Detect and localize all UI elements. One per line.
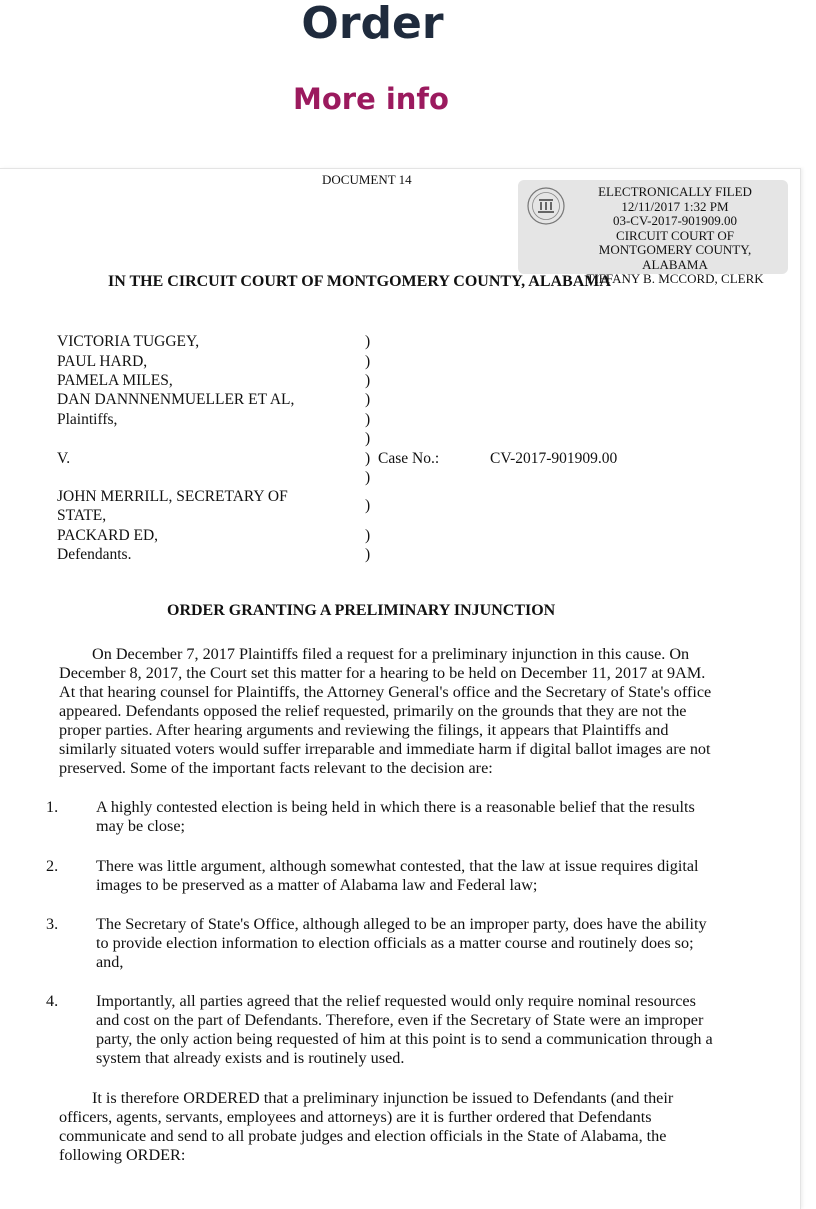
document-number: DOCUMENT 14 (322, 172, 412, 187)
order-title: ORDER GRANTING A PRELIMINARY INJUNCTION (167, 602, 556, 619)
stamp-line: MONTGOMERY COUNTY, ALABAMA (598, 242, 752, 272)
versus: V. (57, 450, 71, 467)
filing-stamp (518, 180, 788, 286)
list-item-number: 2. (46, 857, 59, 875)
case-label: Case No.: (378, 450, 440, 467)
caption-paren: ) (365, 527, 371, 544)
stamp-line: TIFFANY B. MCCORD, CLERK (586, 271, 764, 286)
court-heading: IN THE CIRCUIT COURT OF MONTGOMERY COUNTY, ALABAMA (108, 273, 611, 290)
case-number: CV-2017-901909.00 (490, 450, 618, 467)
list-item: The Secretary of State's Office, although alleged to be an improper party, does have the ability to provide election information to election officials as a matter course and routinely does so; and, (96, 915, 707, 971)
list-item-number: 1. (46, 798, 59, 816)
plaintiffs-label: Plaintiffs, (57, 411, 118, 428)
caption-paren: ) (365, 450, 371, 467)
closing-paragraph: It is therefore ORDERED that a preliminary injunction be issued to Defendants (and their officers, agents, servants, employees and attorneys) are it is further ordered that Defendants communicate and send to all probate judges and election officials in the State of Alabama, the following ORDER: (59, 1089, 674, 1164)
list-item: A highly contested election is being held in which there is a reasonable belief that the results may be close; (96, 798, 695, 835)
caption-paren: ) (365, 333, 371, 350)
plaintiff-name: DAN DANNNENMUELLER ET AL, (57, 391, 295, 408)
intro-paragraph: On December 7, 2017 Plaintiffs filed a request for a preliminary injunction in this cause. On December 8, 2017, the Court set this matter for a hearing to be held on December 11, 2017 at 9AM. At that hearing counsel for Plaintiffs, the Attorney General's office and the Secretary of State's office appeared. Defendants opposed the relief requested, primarily on the grounds that they are not the proper parties. After hearing arguments and reviewing the filings, it appears that Plaintiffs and similarly situated voters would suffer irreparable and immediate harm if digital ballot images are not preserved. Some of the important facts relevant to the decision are: (59, 645, 712, 777)
caption-paren: ) (365, 469, 371, 486)
defendants-label: Defendants. (57, 546, 132, 563)
defendant-name: PACKARD ED, (57, 527, 159, 544)
list-item: There was little argument, although somewhat contested, that the law at issue requires digital images to be preserved as a matter of Alabama law and Federal law; (96, 857, 699, 894)
stamp-line: 03-CV-2017-901909.00 (612, 213, 738, 228)
plaintiff-name: PAUL HARD, (57, 353, 148, 370)
caption-paren: ) (365, 546, 371, 563)
plaintiff-name: PAMELA MILES, (57, 372, 173, 389)
caption-paren: ) (365, 411, 371, 428)
defendant-name: JOHN MERRILL, SECRETARY OF (57, 488, 288, 505)
page-title: Order (301, 0, 444, 49)
plaintiff-name: VICTORIA TUGGEY, (57, 333, 200, 350)
caption-paren: ) (365, 372, 371, 389)
caption-paren: ) (365, 430, 371, 447)
list-item-number: 4. (46, 992, 59, 1010)
court-seal-icon (526, 186, 566, 226)
caption-paren: ) (365, 391, 371, 408)
defendant-name: STATE, (57, 507, 107, 524)
caption-paren: ) (365, 497, 371, 514)
stamp-line: CIRCUIT COURT OF (616, 227, 734, 243)
stamp-line: 12/11/2017 1:32 PM (621, 198, 729, 214)
more-info-link[interactable]: More info (293, 82, 449, 116)
list-item: Importantly, all parties agreed that the relief requested would only require nominal resources and cost on the part of Defendants. Therefore, even if the Secretary of State were an improper party, the only action being requested of him at this point is to send a communication through a system that already exists and is routinely used. (96, 992, 713, 1067)
list-item-number: 3. (46, 915, 59, 933)
caption-paren: ) (365, 353, 371, 370)
stamp-line: ELECTRONICALLY FILED (598, 184, 752, 199)
